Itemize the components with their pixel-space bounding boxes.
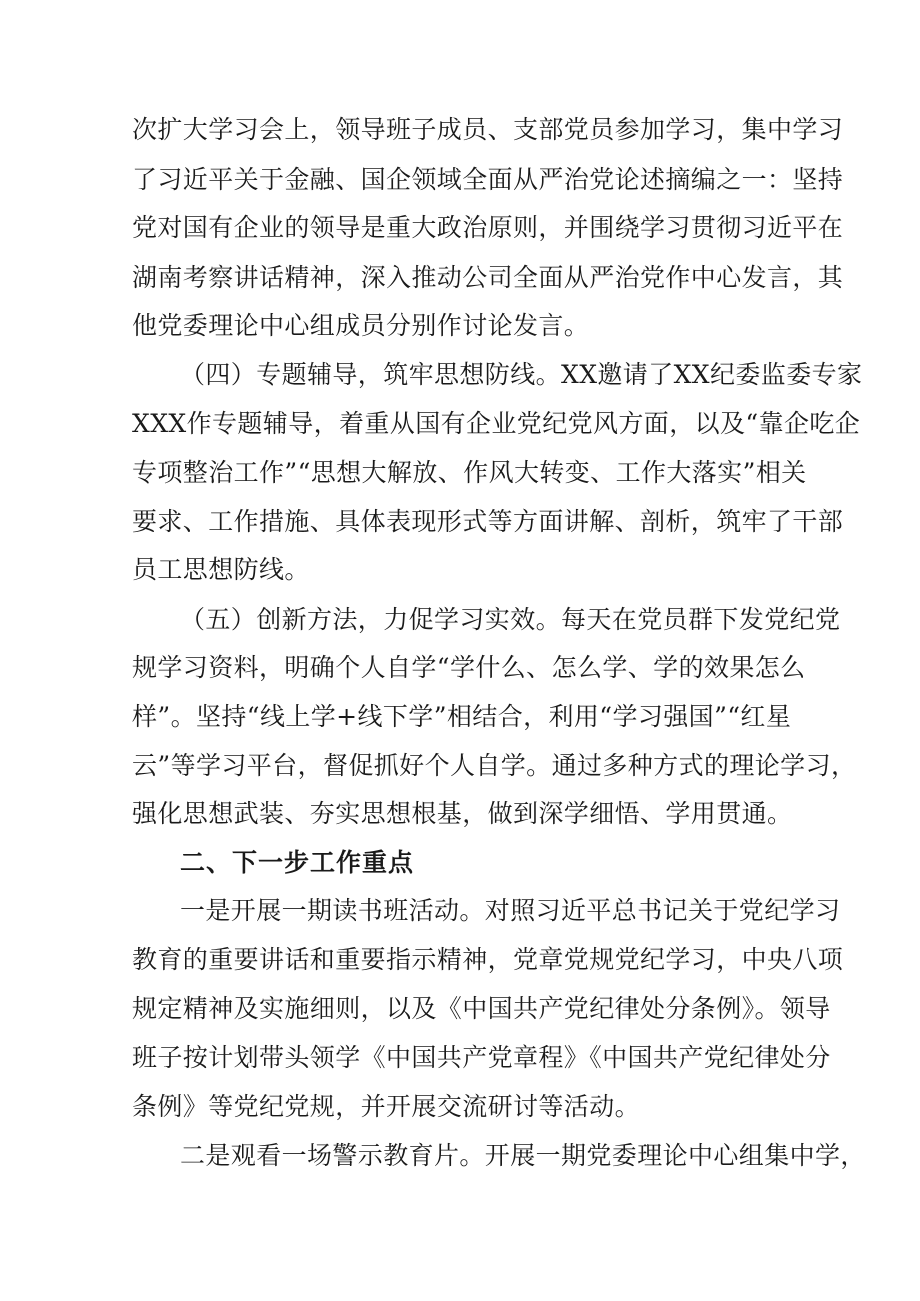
paragraph-line: XXX作专题辅导，着重从国有企业党纪党风方面，以及“靠企吃企 — [132, 409, 861, 438]
item-one-line: 一是开展一期读书班活动。对照习近平总书记关于党纪学习 — [180, 896, 841, 925]
paragraph-line: 党对国有企业的领导是重大政治原则，并围绕学习贯彻习近平在 — [132, 213, 844, 242]
item-two-line: 二是观看一场警示教育片。开展一期党委理论中心组集中学， — [180, 1141, 866, 1170]
paragraph-line: 专项整治工作”“思想大解放、作风大转变、工作大落实”相关 — [132, 458, 807, 487]
paragraph-line: 次扩大学习会上，领导班子成员、支部党员参加学习，集中学习 — [132, 115, 844, 144]
section-five-line: （五）创新方法，力促学习实效。每天在党员群下发党纪党 — [180, 605, 841, 634]
paragraph-line: 教育的重要讲话和重要指示精神，党章党规党纪学习，中央八项 — [132, 945, 844, 974]
paragraph-line: 云”等学习平台，督促抓好个人自学。通过多种方式的理论学习， — [132, 751, 857, 780]
paragraph-line: 样”。坚持“线上学+线下学”相结合，利用“学习强国”“红星 — [132, 702, 792, 731]
paragraph-line: 条例》等党纪党规，并开展交流研讨等活动。 — [132, 1092, 641, 1121]
paragraph-line: 规学习资料，明确个人自学“学什么、怎么学、学的效果怎么 — [132, 653, 806, 682]
paragraph-line: 强化思想武装、夯实思想根基，做到深学细悟、学用贯通。 — [132, 799, 793, 828]
paragraph-line: 要求、工作措施、具体表现形式等方面讲解、剖析，筑牢了干部 — [132, 507, 844, 536]
paragraph-line: 他党委理论中心组成员分别作讨论发言。 — [132, 311, 590, 340]
paragraph-line: 规定精神及实施细则，以及《中国共产党纪律处分条例》。领导 — [132, 994, 831, 1023]
paragraph-line: 班子按计划带头领学《中国共产党章程》《中国共产党纪律处分 — [132, 1043, 831, 1072]
section-heading: 二、下一步工作重点 — [180, 848, 415, 877]
paragraph-line: 湖南考察讲话精神，深入推动公司全面从严治党作中心发言，其 — [132, 263, 844, 292]
paragraph-line: 了习近平关于金融、国企领域全面从严治党论述摘编之一：坚持 — [132, 165, 844, 194]
section-four-line: （四）专题辅导，筑牢思想防线。XX邀请了XX纪委监委专家 — [180, 360, 863, 389]
paragraph-line: 员工思想防线。 — [132, 555, 310, 584]
